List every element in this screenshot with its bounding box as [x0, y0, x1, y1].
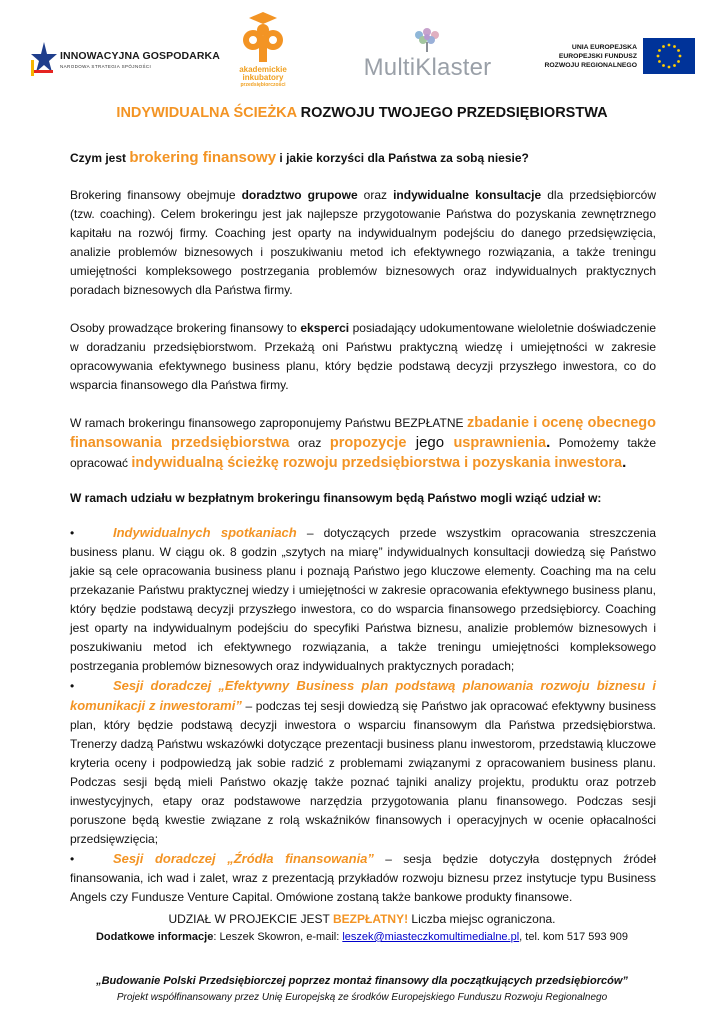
- p2-text-a: Osoby prowadzące brokering finansowy to: [70, 321, 301, 335]
- eu-line3: ROZWOJU REGIONALNEGO: [544, 62, 637, 69]
- header-logos: [0, 0, 724, 100]
- eu-star: [677, 49, 680, 52]
- cofinance-note: Projekt współfinansowany przez Unię Europejską ze środków Europejskiego Funduszu Rozwoju Regionalnego: [116, 992, 608, 1003]
- main-content: [70, 148, 656, 907]
- p1-text-a: Brokering finansowy obejmuje: [70, 188, 242, 202]
- contact-info: [0, 931, 724, 943]
- tree-logo-icon: [403, 24, 451, 54]
- eu-star: [658, 60, 661, 63]
- p2-text-c: posiadający udokumentowane wieloletnie doświadczenie w doradzaniu przedsiębiorstwom. Przekażą oni Państwu praktyczną wiedzę i umiejętności w zakresie opracowywania efektywnego business planu, który będzie podstawą decyzji przyszłego inwestora, co do wsparcia finansowego dla Państwa firmy.: [70, 321, 657, 392]
- ig-title: INNOWACYJNA GOSPODARKA: [60, 50, 220, 62]
- p3-highlight-proposals: propozycje: [329, 435, 407, 451]
- aip-line2: inkubatory: [242, 73, 284, 82]
- question-pre: Czym jest: [70, 151, 130, 165]
- eu-star: [662, 45, 665, 48]
- bullet-marker: •: [70, 679, 75, 693]
- bullet-text: – podczas tej sesji dowiedzą się Państwo jak opracować efektywny business plan, który będzie podstawą decyzji inwestora o wsparciu finansowym dla Państwa przedsiębiorstwa. Trenerzy dadzą Państwu wskazówki dotyczące prezentacji business planu inwestorom, przedstawią kluczowe kryteria oceny i podpowiedzą jak sobie radzić z problemami związanymi z opracowaniem business planu. Podczas sesji będą mieli Państwo okazję także poznać tajniki analizy projektu, produktu oraz potrzeb inwestycyjnych, etapy oraz podstawowe narzędzia przygotowania planu finansowego. Podczas sesji poruszone będą kwestie związane z rolą wskaźników finansowych i operacyjnych w ocenie opłacalności przedsięwzięcia;: [70, 699, 656, 846]
- p3-highlight-improvement: usprawnienia: [453, 435, 547, 451]
- aip-line1: akademickie: [239, 65, 287, 74]
- ig-star-logo-icon: [30, 40, 58, 80]
- project-title: „Budowanie Polski Przedsiębiorczej poprzez montaż finansowy dla początkujących przedsiębiorców”: [96, 975, 628, 987]
- paragraph-1: [70, 186, 656, 300]
- bullets-heading: W ramach udziału w bezpłatnym brokeringu finansowym będą Państwo mogli wziąć udział w:: [70, 491, 602, 505]
- p3-text-a: W ramach brokeringu finansowego zaproponujemy Państwu BEZPŁATNE: [70, 416, 468, 430]
- p1-text-c: oraz: [357, 188, 394, 202]
- question-highlight: brokering finansowy: [129, 149, 277, 166]
- eu-star: [668, 44, 671, 47]
- eu-star: [668, 66, 671, 69]
- p3-text-c: oraz: [289, 436, 330, 450]
- eu-star: [658, 49, 661, 52]
- aip-logo: [227, 10, 299, 98]
- eu-star: [677, 60, 680, 63]
- eu-star: [673, 64, 676, 67]
- paragraph-3: [70, 413, 656, 473]
- p3-dot: .: [546, 434, 551, 451]
- ig-subtitle: NARODOWA STRATEGIA SPÓJNOŚCI: [60, 64, 152, 69]
- p1-bold-individual: indywidualne konsultacje: [393, 188, 542, 202]
- question-post: i jakie korzyści dla Państwa za sobą niesie?: [276, 151, 529, 165]
- list-item: [70, 523, 656, 676]
- eu-star: [673, 45, 676, 48]
- bullet-marker: •: [70, 852, 75, 866]
- list-item: [70, 849, 656, 907]
- bullet-marker: •: [70, 526, 75, 540]
- bullet-text: – dotyczących przede wszystkim opracowania streszczenia business planu. W ciągu ok. 8 godzin „szytych na miarę” indywidualnych konsultacji dowiedzą się Państwo jakie są cele opracowania business planu i poznają Państwo jego kluczowe elementy. Coaching ma na celu przekazanie Państwu praktycznej wiedzy i umiejętności w zakresie opracowania efektywnego business planu, który będzie podstawą decyzji przyszłego inwestora, co do wsparcia finansowego przedsiębiorcy. Coaching jest oparty na indywidualnym podejściu do specyfiki Państwa biznesu, analizie problemów biznesowych i poszukiwaniu metod ich efektywnego rozwiązania, a także treningu umiejętności kompleksowego postrzegania problemów biznesowych oraz indywidualnych praktycznych poradach;: [70, 526, 657, 673]
- footer-line1-pre: UDZIAŁ W PROJEKCIE JEST: [168, 912, 333, 926]
- p3-text-e: jego: [406, 434, 454, 451]
- eu-flag-icon: [643, 38, 695, 74]
- bullet-label: Sesji doradczej „Efektywny Business plan podstawą planowania rozwoju biznesu i komunikacji z inwestorami”: [70, 678, 656, 713]
- participation-note: [0, 912, 724, 926]
- paragraph-2: [70, 319, 656, 395]
- eu-star: [662, 64, 665, 67]
- title-rest: ROZWOJU TWOJEGO PRZEDSIĘBIORSTWA: [296, 105, 608, 121]
- p1-bold-group: doradztwo grupowe: [241, 188, 358, 202]
- list-item: [70, 676, 656, 849]
- bullet-label: Sesji doradczej „Źródła finansowania”: [113, 851, 374, 866]
- contact-pre: : Leszek Skowron, e-mail:: [213, 931, 343, 943]
- eu-star: [657, 55, 660, 58]
- free-badge: BEZPŁATNY!: [332, 912, 409, 926]
- eu-star: [679, 55, 682, 58]
- p3-text-h: Pomożemy także opracować: [70, 436, 657, 470]
- eu-logo-text: [544, 43, 637, 70]
- p2-bold-experts: eksperci: [300, 321, 350, 335]
- email-link[interactable]: leszek@miasteczkomultimedialne.pl: [342, 931, 520, 943]
- footer-line1-post: Liczba miejsc ograniczona.: [408, 912, 556, 926]
- aip-logo-text: [227, 66, 299, 89]
- question-heading: [70, 148, 656, 168]
- bullet-text: – sesja będzie dotyczyła dostępnych źródeł finansowania, ich wad i zalet, wraz z prezentacją przykładów rozwoju biznesu przez instytucje typu Business Angels czy Fundusze Venture Capital. Omówione zostaną także bankowe produkty finansowe.: [70, 852, 656, 904]
- multiklaster-text: MultiKlaster: [363, 54, 492, 81]
- eu-line2: EUROPEJSKI FUNDUSZ: [558, 53, 637, 60]
- eu-line1: UNIA EUROPEJSKA: [571, 44, 637, 51]
- p1-text-e: dla przedsiębiorców (tzw. coaching). Celem brokeringu jest jak najlepsze przygotowanie Państwa do pozyskania zewnętrznego kapitału na rozwój firmy. Coaching jest oparty na indywidualnym podejściu do danego przedsięwzięcia, analizie problemów biznesowych i poszukiwaniu metod ich efektywnego rozwiązania, a także treningu umiejętności kompleksowego postrzegania problemów biznesowych oraz indywidualnych praktycznych poradach biznesowych dla Państwa firmy.: [70, 188, 656, 297]
- multiklaster-logo: [355, 24, 500, 84]
- title-highlight: INDYWIDUALNA ŚCIEŻKA: [116, 105, 297, 121]
- eu-logo: [530, 38, 695, 83]
- contact-phone: , tel. kom 517 593 909: [519, 931, 629, 943]
- page-title: [0, 105, 724, 121]
- contact-label: Dodatkowe informacje: [95, 931, 214, 943]
- aip-line3: przedsiębiorczości: [240, 82, 286, 88]
- p3-dot-end: .: [622, 454, 627, 471]
- p3-highlight-assessment: zbadanie i ocenę obecnego finansowania przedsiębiorstwa: [70, 415, 657, 451]
- aip-logo-icon: [237, 10, 289, 66]
- bullet-label: Indywidualnych spotkaniach: [113, 525, 297, 540]
- p3-highlight-path: indywidualną ścieżkę rozwoju przedsiębiorstwa i pozyskania inwestora: [131, 455, 623, 471]
- innowacyjna-gospodarka-logo: [30, 40, 220, 80]
